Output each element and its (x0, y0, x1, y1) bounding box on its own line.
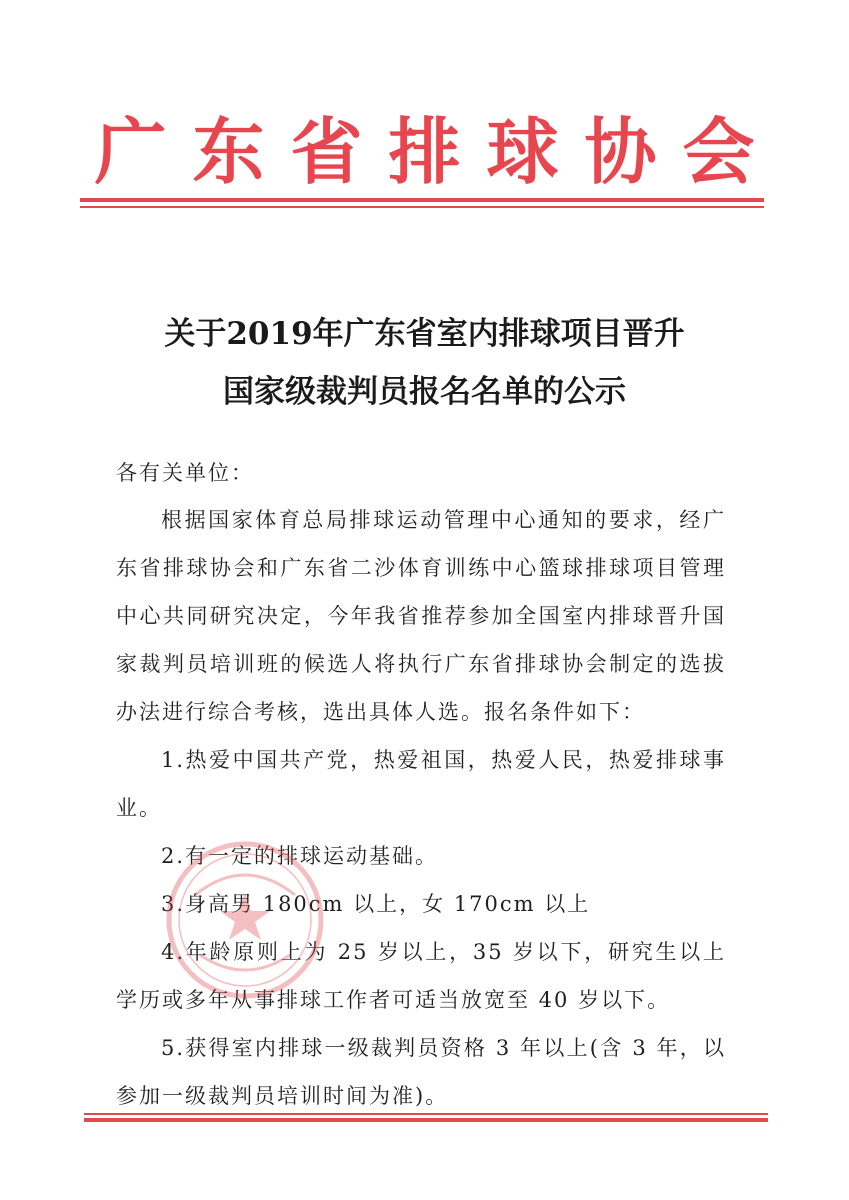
condition-3: 3.身高男 180cm 以上，女 170cm 以上 (161, 892, 591, 916)
letterhead: 广东省排球协会 (94, 110, 781, 194)
salutation: 各有关单位： (116, 461, 254, 485)
condition-4: 4.年龄原则上为 25 岁以上，35 岁以下，研究生以上学历或多年从事排球工作者可适当放宽至 40 岁以下。 (116, 940, 726, 1012)
document-body (116, 496, 726, 1120)
document-title-line-2: 国家级裁判员报名名单的公示 (223, 374, 626, 410)
document-title-line-1: 关于2019年广东省室内排球项目晋升 (164, 316, 685, 352)
footer-rule-thin (84, 1113, 768, 1115)
condition-1: 1.热爱中国共产党，热爱祖国，热爱人民，热爱排球事业。 (116, 748, 726, 820)
footer-rule-thick (84, 1118, 768, 1122)
condition-5: 5.获得室内排球一级裁判员资格 3 年以上(含 3 年，以参加一级裁判员培训时间为准)。 (116, 1036, 726, 1108)
intro-paragraph: 根据国家体育总局排球运动管理中心通知的要求，经广东省排球协会和广东省二沙体育训练中心篮球排球项目管理中心共同研究决定，今年我省推荐参加全国室内排球晋升国家裁判员培训班的候选人将执行广东省排球协会制定的选拔办法进行综合考核，选出具体人选。报名条件如下： (116, 508, 726, 724)
letterhead-rule-thick (80, 198, 764, 202)
condition-2: 2.有一定的排球运动基础。 (161, 844, 439, 868)
letterhead-rule-thin (80, 206, 764, 208)
